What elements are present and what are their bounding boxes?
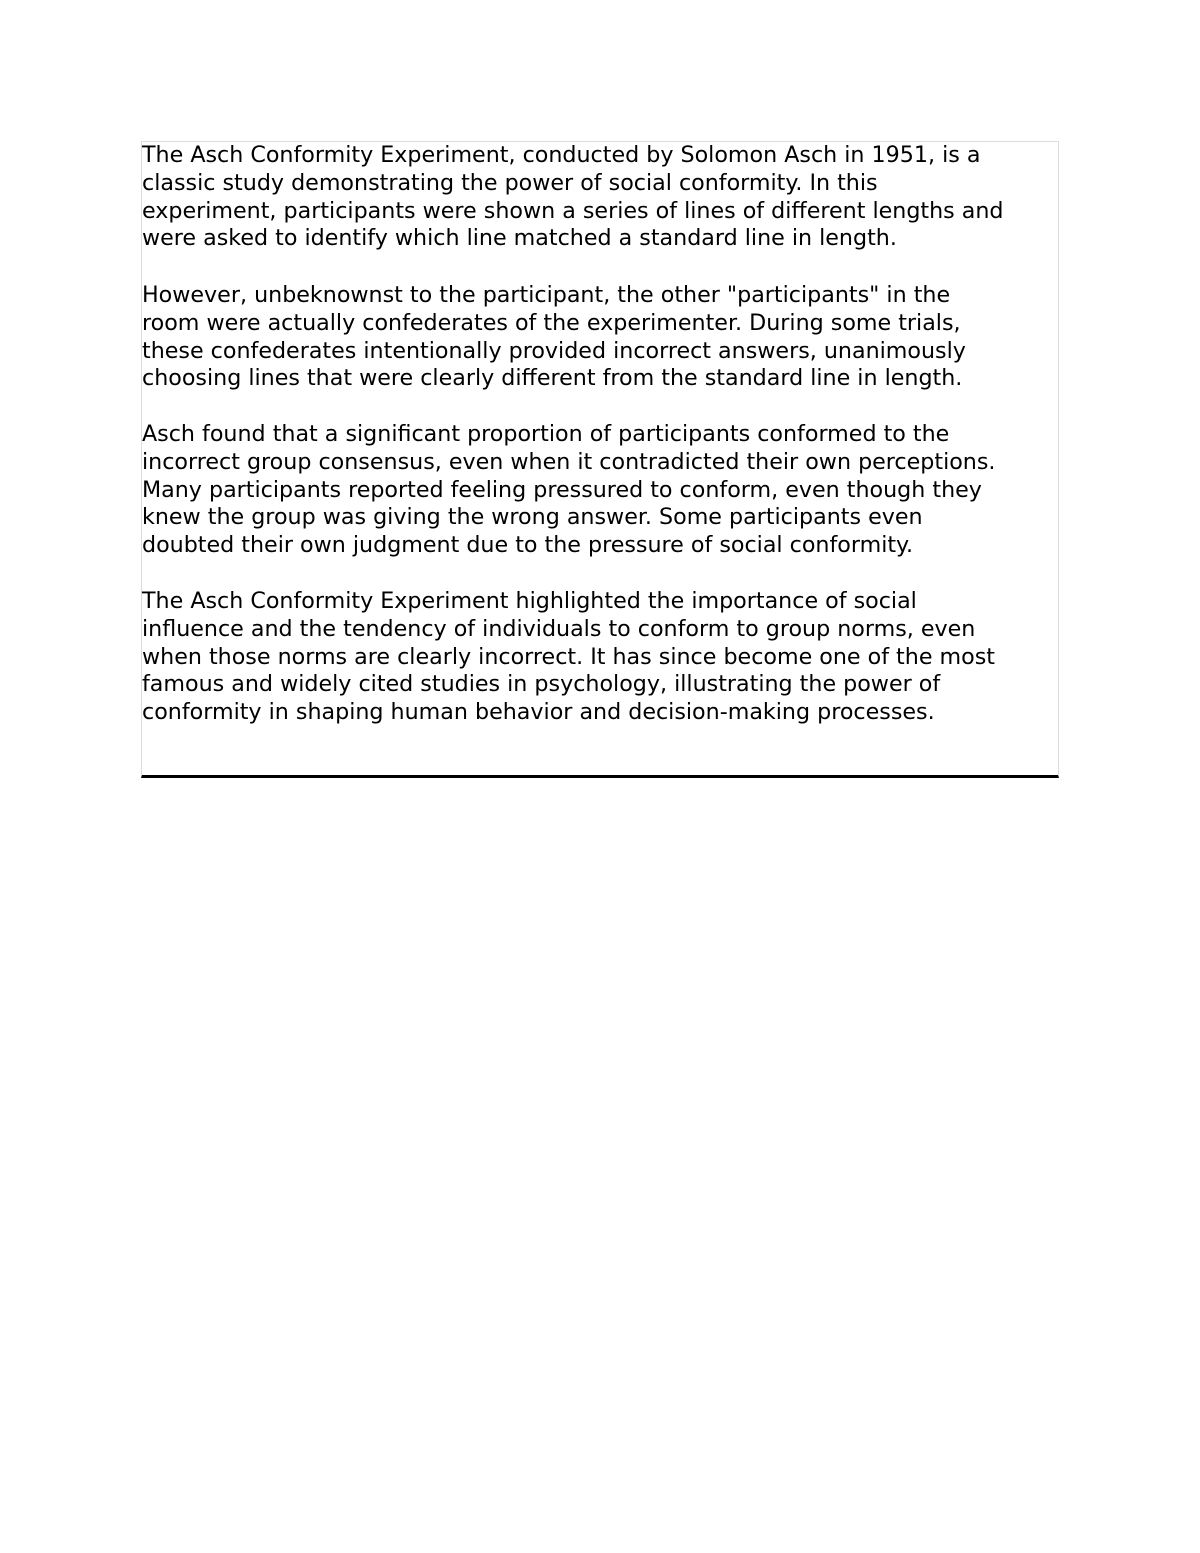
paragraph-2 bbox=[142, 282, 1060, 393]
text-line: knew the group was giving the wrong answer. Some participants even bbox=[142, 504, 923, 531]
text-line: experiment, participants were shown a series of lines of different lengths and bbox=[142, 197, 1004, 224]
text-line: conformity in shaping human behavior and decision-making processes. bbox=[142, 699, 935, 726]
paragraph-4 bbox=[142, 588, 1060, 727]
text-line: famous and widely cited studies in psychology, illustrating the power of bbox=[142, 671, 941, 698]
text-line: choosing lines that were clearly different from the standard line in length. bbox=[142, 365, 963, 392]
paragraph-1 bbox=[142, 142, 1060, 253]
text-line: However, unbeknownst to the participant, the other "participants" in the bbox=[142, 282, 951, 308]
text-line: classic study demonstrating the power of social conformity. In this bbox=[142, 169, 878, 196]
text-line: these confederates intentionally provided incorrect answers, unanimously bbox=[142, 337, 966, 364]
text-line: Many participants reported feeling pressured to conform, even though they bbox=[142, 476, 982, 503]
text-line: Asch found that a significant proportion of participants conformed to the bbox=[142, 421, 950, 447]
document-text-box bbox=[141, 141, 1059, 778]
text-line: The Asch Conformity Experiment highlighted the importance of social bbox=[142, 588, 917, 614]
text-line: were asked to identify which line matched a standard line in length. bbox=[142, 225, 897, 252]
text-line: room were actually confederates of the experimenter. During some trials, bbox=[142, 309, 961, 336]
text-line: when those norms are clearly incorrect. It has since become one of the most bbox=[142, 643, 995, 670]
text-line: incorrect group consensus, even when it contradicted their own perceptions. bbox=[142, 448, 996, 475]
text-line: influence and the tendency of individuals to conform to group norms, even bbox=[142, 615, 976, 642]
paragraph-3 bbox=[142, 421, 1060, 560]
text-line: The Asch Conformity Experiment, conducted by Solomon Asch in 1951, is a bbox=[142, 142, 981, 168]
text-line: doubted their own judgment due to the pressure of social conformity. bbox=[142, 532, 914, 559]
